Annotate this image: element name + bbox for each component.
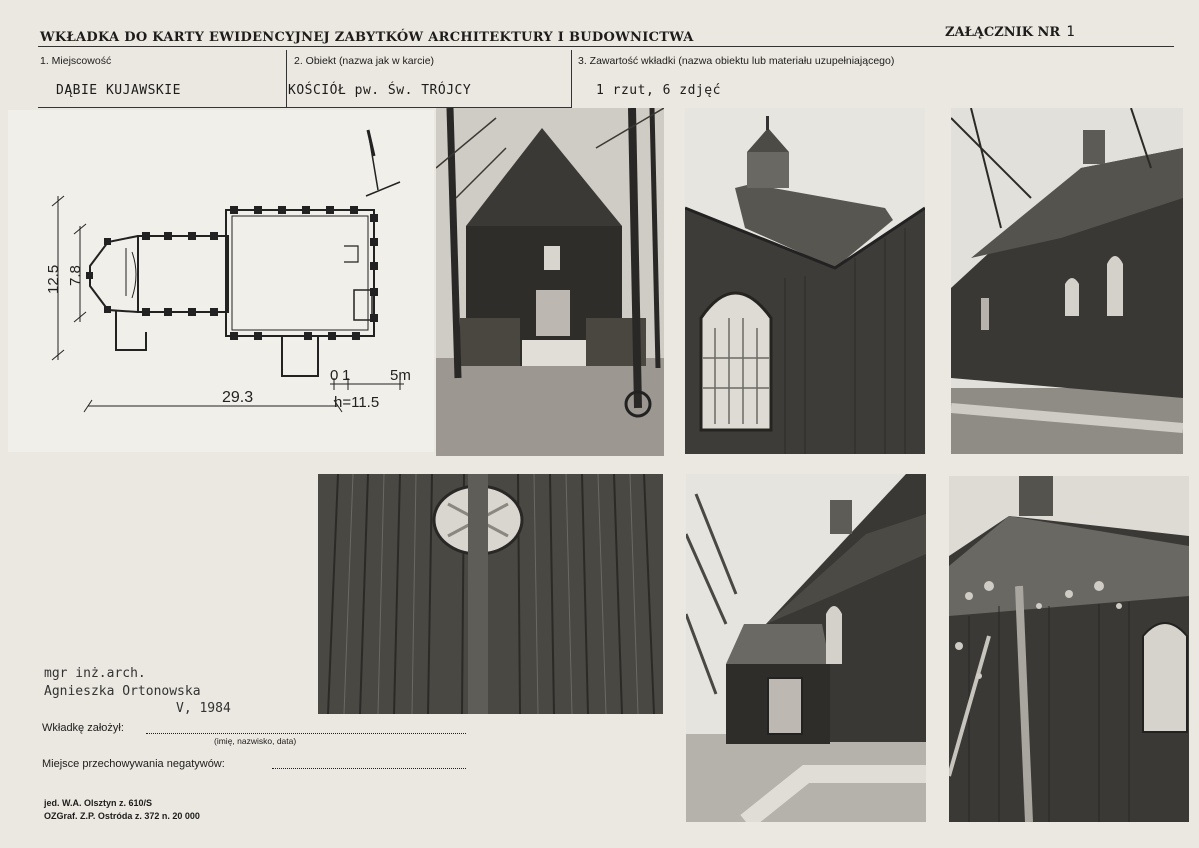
founded-label: Wkładkę założył: — [42, 722, 124, 734]
photo-sacristy-view — [686, 474, 926, 822]
document-title: WKŁADKA DO KARTY EWIDENCYJNEJ ZABYTKÓW ARCHITEKTURY I BUDOWNICTWA — [40, 30, 694, 45]
locality-label: 1. Miejscowość — [40, 55, 112, 67]
negatives-label: Miejsce przechowywania negatywów: — [42, 758, 225, 770]
print-info-1: jed. W.A. Olsztyn z. 610/S — [44, 798, 153, 808]
founded-line — [146, 733, 466, 734]
photo-tower-corner — [685, 108, 925, 454]
photo-angled-view — [949, 476, 1189, 822]
scale-end: 5m — [390, 367, 411, 384]
author-title: mgr inż.arch. — [44, 666, 146, 681]
attachment-label — [945, 24, 1075, 40]
print-info-2: OZGraf. Z.P. Ostróda z. 372 n. 20 000 — [44, 811, 200, 821]
dim-total-height: 12.5 — [45, 264, 62, 294]
height-note: h=11.5 — [334, 394, 380, 411]
header-rule — [38, 46, 1174, 47]
attachment-label-text: ZAŁĄCZNIK NR — [945, 25, 1061, 40]
founded-hint: (imię, nazwisko, data) — [214, 736, 297, 746]
field-underline-1 — [38, 107, 286, 108]
object-label: 2. Obiekt (nazwa jak w karcie) — [294, 55, 435, 67]
scale-mid: 1 — [342, 367, 351, 384]
author-date: V, 1984 — [176, 701, 231, 716]
dim-length: 29.3 — [222, 389, 254, 406]
field-divider-1 — [286, 50, 287, 108]
scale-start: 0 — [330, 367, 339, 384]
floor-plan — [8, 110, 434, 452]
object-value: KOŚCIÓŁ pw. Św. TRÓJCY — [288, 83, 472, 98]
photo-front-gable — [436, 108, 664, 456]
dim-inner-height: 7.8 — [67, 265, 84, 286]
contents-value: 1 rzut, 6 zdjęć — [596, 83, 721, 98]
field-divider-2 — [571, 50, 572, 108]
locality-value: DĄBIE KUJAWSKIE — [56, 83, 181, 98]
author-name: Agnieszka Ortonowska — [44, 684, 201, 699]
floor-plan-drawing — [8, 110, 434, 452]
contents-label: 3. Zawartość wkładki (nazwa obiektu lub materiału uzupełniającego) — [578, 55, 895, 67]
negatives-line — [272, 768, 466, 769]
photo-rose-window — [318, 474, 663, 714]
photo-side-elevation — [951, 108, 1183, 454]
attachment-number: 1 — [1066, 24, 1075, 40]
